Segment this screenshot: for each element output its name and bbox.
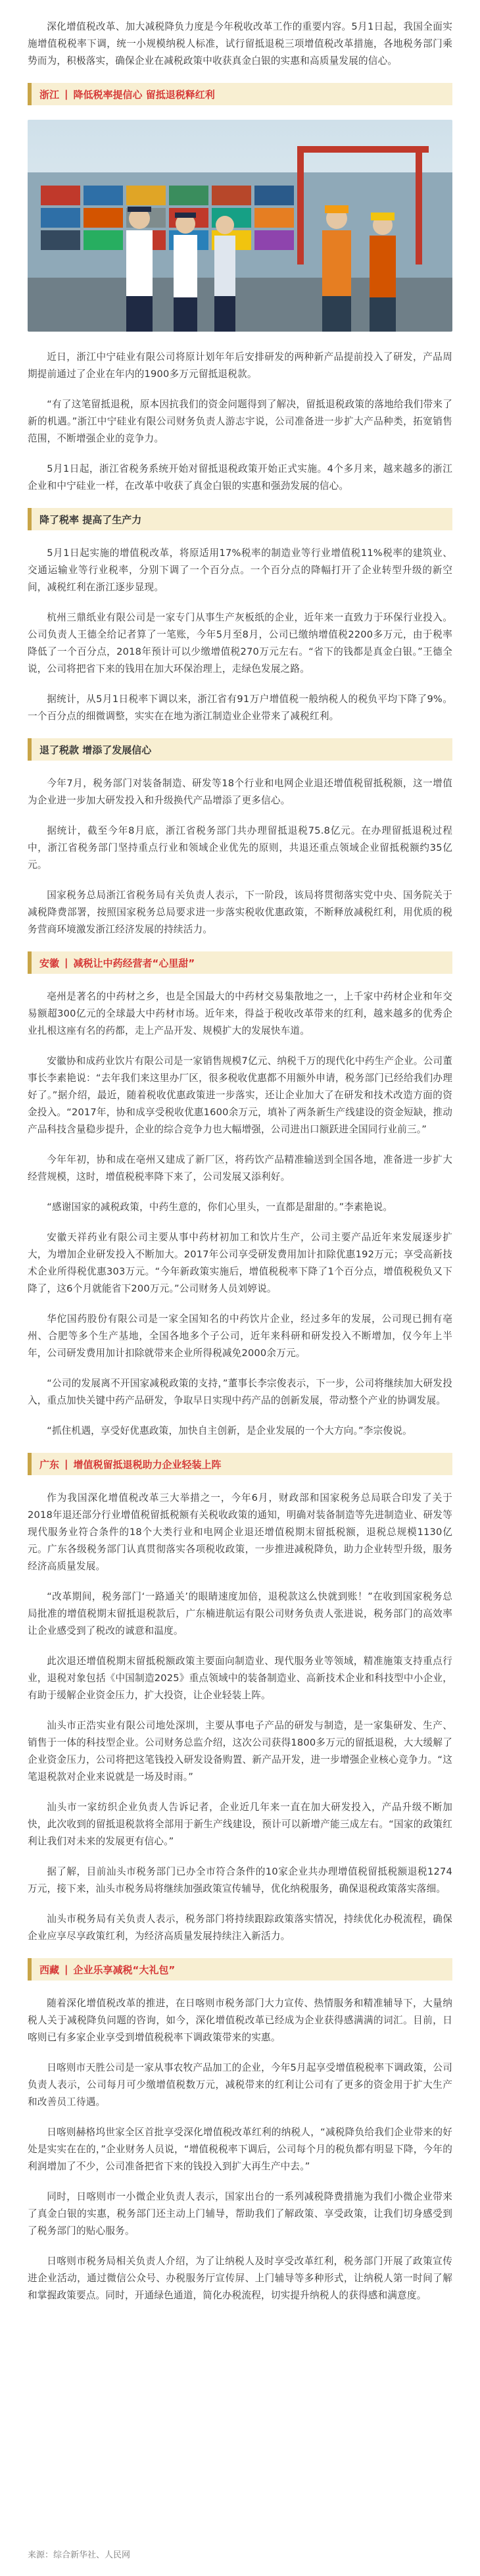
section-header-tibet (28, 1958, 452, 1981)
paragraph: 杭州三鼎纸业有限公司是一家专门从事生产灰板纸的企业，近年来一直致力于环保行业投入。公司负责人王德全给记者算了一笔账，今年5月至8月，公司已缴纳增值税2200多万元，由于税率降低了一个百分点，2018年预计可以少缴增值税270万元左右。“省下的钱都是真金白银。”王德全说，公司将把省下来的钱用在加大环保治理上，走绿色发展之路。 (28, 612, 452, 674)
tax-officers-port-photo (28, 120, 452, 332)
paragraph: “公司的发展离不开国家减税政策的支持，”董事长李宗俊表示，下一步，公司将继续加大研发投入，重点加快关键中药产品研发，争取早日实现中药产品的创新发展，带动整个产业的协调发展。 (28, 1378, 452, 1406)
region-label: 广东 (39, 1458, 60, 1471)
section-title: 退了税款 增添了发展信心 (39, 744, 152, 756)
intro-block (28, 18, 452, 70)
separator: | (64, 1963, 68, 1975)
paragraph: 5月1日起，浙江省税务系统开始对留抵退税政策开始正式实施。4个多月来，越来越多的浙江企业和中宁硅业一样，在改革中收获了真金白银的实惠和强劲发展的信心。 (28, 463, 452, 492)
zhejiang-intro (28, 349, 452, 495)
paragraph: 此次退还增值税期末留抵税额政策主要面向制造业、现代服务业等领域，精准施策支持重点行业，退税对象包括《中国制造2025》重点领域中的装备制造业、高新技术企业和科技型中小企业，有助于缓解企业资金压力，扩大投资，让企业轻装上阵。 (28, 1655, 452, 1701)
paragraph: 今年年初，协和成在亳州又建成了新厂区，将药饮产品精准输送到全国各地，准备进一步扩大经营规模，这时，增值税税率降下来了，公司发展又添利好。 (28, 1154, 452, 1182)
region-label: 安徽 (39, 957, 60, 969)
section-header-lower-rates (28, 508, 452, 530)
region-label: 西藏 (39, 1963, 60, 1976)
paragraph: 日喀则市天胜公司是一家从事农牧产品加工的企业，今年5月起享受增值税税率下调政策，公司负责人表示，公司每月可少缴增值税数万元，减税带来的红利让公司有了更多的资金用于扩大生产和改善员工待遇。 (28, 2062, 452, 2108)
paragraph: 今年7月，税务部门对装备制造、研发等18个行业和电网企业退还增值税留抵税额，这一增值为企业进一步加大研发投入和升级换代产品增添了更多信心。 (28, 778, 452, 806)
section-title: 降了税率 提高了生产力 (39, 513, 142, 526)
paragraph: 国家税务总局浙江省税务局有关负责人表示，下一阶段，该局将贯彻落实党中央、国务院关于减税降费部署，按照国家税务总局要求进一步落实税收优惠政策，不断释放减税红利，用优质的税务营商环境激发浙江经济发展的持续活力。 (28, 890, 452, 935)
separator: | (64, 1458, 68, 1470)
paragraph: 深化增值税改革、加大减税降负力度是今年税收改革工作的重要内容。5月1日起，我国全面实施增值税税率下调，统一小规模纳税人标准，试行留抵退税三项增值税改革措施，各地税务部门乘势而为，积极落实，确保企业在减税政策中收获真金白银的实惠和高质量发展的信心。 (28, 21, 452, 66)
paragraph: 作为我国深化增值税改革三大举措之一，今年6月，财政部和国家税务总局联合印发了关于2018年退还部分行业增值税留抵税额有关税收政策的通知，明确对装备制造等先进制造业、研发等现代服务业符合条件的18个大类行业和电网企业退还增值税期末留抵税额，退税总规模1130亿元。广东各级税务部门认真贯彻落实各项税收政策，一步推进减税降负，助力企业转型升级，服务经济高质量发展。 (28, 1492, 452, 1572)
paragraph: 日喀则赫格坞世家全区首批享受深化增值税改革红利的纳税人，“减税降负给我们企业带来的好处是实实在在的，”企业财务人员说，“增值税税率下调后，公司每个月的税负都有明显下降，今年的利润增加了不少，公司准备把省下来的钱投入到扩大再生产中去。” (28, 2127, 452, 2172)
paragraph: 据统计，从5月1日税率下调以来，浙江省有91万户增值税一般纳税人的税负平均下降了9%。一个百分点的细微调整，实实在在地为浙江制造业企业带来了减税红利。 (28, 694, 452, 722)
paragraph: 安徽协和成药业饮片有限公司是一家销售规模7亿元、纳税千万的现代化中药生产企业。公司董事长李素艳说：“去年我们来这里办厂区，很多税收优惠都不用额外申请，税务部门已经给我们办理好了。”据介绍，最近，随着税收优惠政策进一步落实，还让企业加大了在研发和技术改造方面的资金投入。“2017年，协和成享受税收优惠1600余万元，填补了两条新生产线建设的资金短缺，推动产品科技含量稳步提升，企业的综合竞争力也大幅增强，公司进出口额跃进全国同行业前三。” (28, 1055, 452, 1135)
section-header-anhui (28, 951, 452, 974)
paragraph: 同时，日喀则市一小微企业负责人表示，国家出台的一系列减税降费措施为我们小微企业带来了真金白银的实惠，税务部门还主动上门辅导，帮助我们了解政策、享受政策，让我们切身感受到了税务部门的贴心服务。 (28, 2191, 452, 2236)
paragraph: 安徽天祥药业有限公司主要从事中药材初加工和饮片生产，公司主要产品近年来发展逐步扩大，为增加企业研发投入不断加大。2017年公司享受研发费用加计扣除优惠192万元；享受高新技术企业所得税优惠303万元。“今年新政策实施后，增值税税率下降了1个百分点，增值税税负又下降了，这6个月就能省下200万元。”公司财务人员刘婷说。 (28, 1232, 452, 1294)
anhui-block (28, 988, 452, 1440)
paragraph: 汕头市一家纺织企业负责人告诉记者，企业近几年来一直在加大研发投入，产品升级不断加快，此次收到的留抵退税款将全部用于新生产线建设，预计可以新增产能三成左右。“国家的政策红利让我们对未来的发展更有信心。” (28, 1802, 452, 1847)
paragraph: 近日，浙江中宁硅业有限公司将原计划年年后安排研发的两种新产品提前投入了研发，产品周期提前通过了企业在年内的1900多万元留抵退税款。 (28, 351, 452, 380)
section-header-zhejiang (28, 83, 452, 105)
paragraph: 据统计，截至今年8月底，浙江省税务部门共办理留抵退税75.8亿元。在办理留抵退税过程中，浙江省税务部门坚持重点行业和领域企业优先的原则，共退还重点领域企业留抵税额约35亿元。 (28, 825, 452, 871)
section-title: 减税让中药经营者“心里甜” (73, 957, 195, 969)
paragraph: “有了这笔留抵退税，原本因抗我们的资金问题得到了解决，留抵退税政策的落地给我们带来了新的机遇。”浙江中宁硅业有限公司财务负责人游志宇说，公司准备进一步扩大产品种类，拓宽销售范围，不断增强企业的竞争力。 (28, 399, 452, 444)
guangdong-block (28, 1490, 452, 1945)
section-title: 降低税率提信心 留抵退税释红利 (73, 88, 215, 101)
photo-illustration (28, 120, 452, 332)
region-label: 浙江 (39, 88, 60, 101)
refunds-block (28, 775, 452, 938)
paragraph: “感谢国家的减税政策，中药生意的，你们心里头，一直都是甜甜的。”李素艳说。 (47, 1201, 393, 1213)
section-header-guangdong (28, 1453, 452, 1475)
paragraph: “改革期间，税务部门‘一路通关’的眼睛速度加倍，退税款这么快就到账！”在收到国家税务总局批准的增值税期末留抵退税款后，广东楠进航运有限公司财务负责人张进说，税务部门的高效率让企业感受到了税改的诚意和温度。 (28, 1591, 452, 1636)
source-footer: 来源：综合新华社、人民网 (28, 2550, 131, 2560)
paragraph: 汕头市正浩实业有限公司地处深圳，主要从事电子产品的研发与制造，是一家集研发、生产、销售于一体的科技型企业。公司财务总监介绍，这次公司获得1800多万元的留抵退税，大大缓解了企业资金压力，公司将把这笔钱投入研发设备购置、新产品开发，进一步增强企业核心竞争力。“这笔退税款对企业来说就是一场及时雨。” (28, 1720, 452, 1782)
paragraph: 汕头市税务局有关负责人表示，税务部门将持续跟踪政策落实情况，持续优化办税流程，确保企业应享尽享政策红利，为经济高质量发展持续注入新活力。 (28, 1913, 452, 1942)
section-title: 企业乐享减税“大礼包” (73, 1963, 176, 1976)
paragraph: 亳州是著名的中药材之乡，也是全国最大的中药材交易集散地之一，上千家中药材企业和年交易额超300亿元的全球最大中药材市场。近年来，得益于税收改革带来的红利，越来越多的优秀企业扎根这座有名的药都，走上产品开发、规模扩大的发展快车道。 (28, 991, 452, 1036)
lower-rates-block (28, 545, 452, 725)
section-title: 增值税留抵退税助力企业轻装上阵 (73, 1458, 222, 1471)
paragraph: 日喀则市税务局相关负责人介绍，为了让纳税人及时享受改革红利，税务部门开展了政策宣传进企业活动，通过微信公众号、办税服务厅宣传屏、上门辅导等多种形式，让纳税人第一时间了解和掌握政策要点。同时，开通绿色通道，简化办税流程，切实提升纳税人的获得感和满意度。 (28, 2256, 452, 2301)
paragraph: “抓住机遇，享受好优惠政策，加快自主创新，是企业发展的一个大方向。”李宗俊说。 (47, 1425, 412, 1436)
tibet-block (28, 1995, 452, 2304)
paragraph: 华佗国药股份有限公司是一家全国知名的中药饮片企业，经过多年的发展，公司现已拥有亳州、合肥等多个生产基地，全国各地多个子公司，近年来科研和研发投入不断增加，仅今年上半年，公司研发费用加计扣除就带来企业所得税减免2000余万元。 (28, 1313, 452, 1359)
section-header-refunds (28, 738, 452, 761)
paragraph: 5月1日起实施的增值税改革，将原适用17%税率的制造业等行业增值税11%税率的建筑业、交通运输业等行业税率，分别下调了一个百分点。一个百分点的降幅打开了企业转型升级的新空间，减税红利在浙江逐步显现。 (28, 547, 452, 593)
separator: | (64, 957, 68, 969)
paragraph: 据了解，目前汕头市税务部门已办全市符合条件的10家企业共办理增值税留抵税额退税1274万元，接下来，汕头市税务局将继续加强政策宣传辅导，优化纳税服务，确保退税政策落实落细。 (28, 1866, 452, 1894)
paragraph: 随着深化增值税改革的推进，在日喀则市税务部门大力宣传、热情服务和精准辅导下，大量纳税人关于减税降负问题的咨询，如今，深化增值税改革已经成为企业获得感满满的词汇。目前，日喀则已有多家企业享受到增值税税率下调政策带来的实惠。 (28, 1998, 452, 2043)
separator: | (64, 88, 68, 100)
